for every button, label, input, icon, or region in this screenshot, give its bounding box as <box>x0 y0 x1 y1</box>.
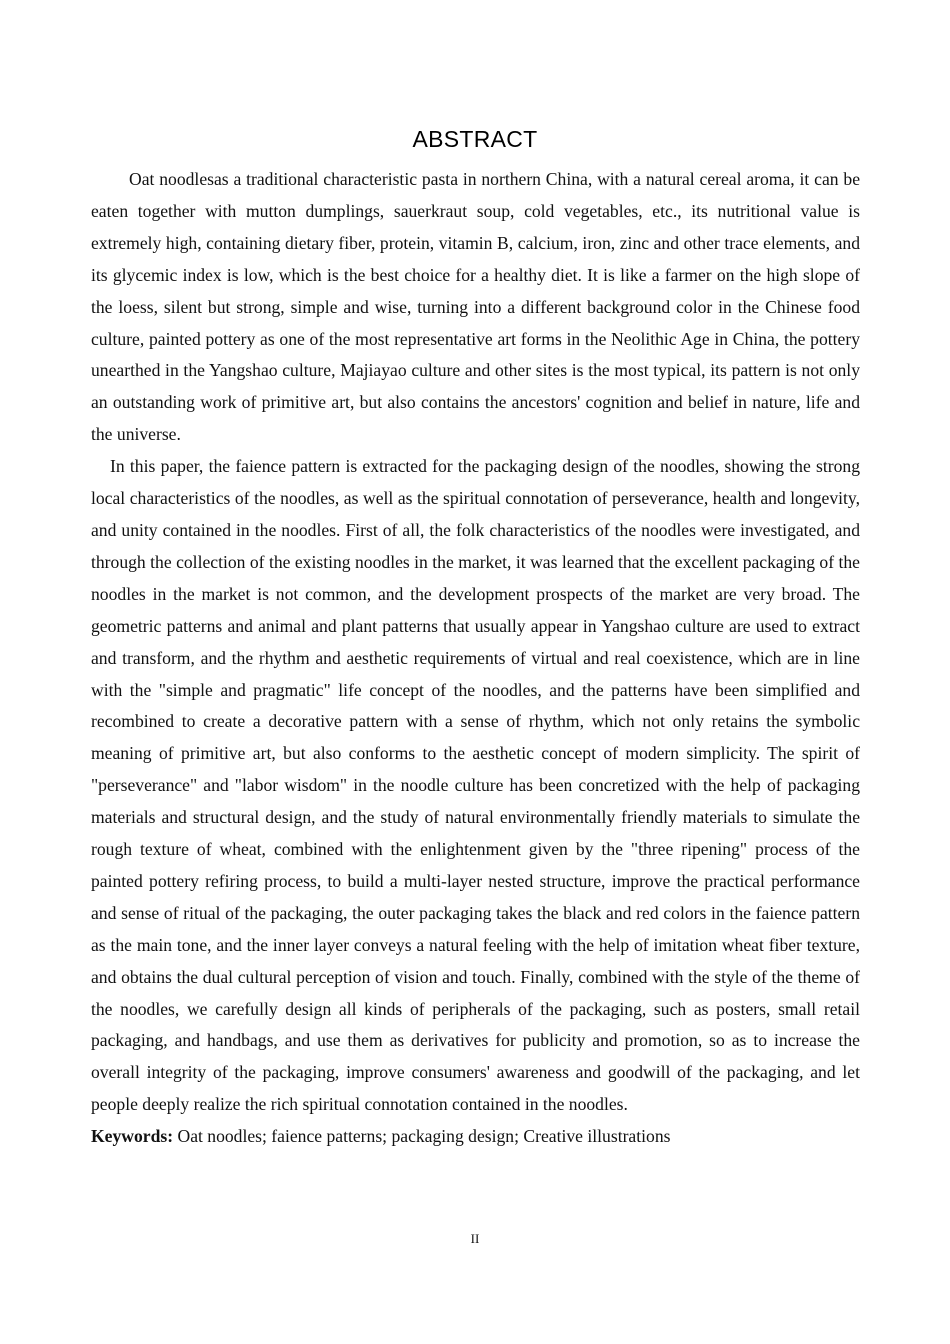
abstract-paragraph-2: In this paper, the faience pattern is extracted for the packaging design of the noodles, showing the strong local characteristics of the noodles, as well as the spiritual connotation of perseverance, health and longevity, and unity contained in the noodles. First of all, the folk characteristics of the noodles were investigated, and through the collection of the existing noodles in the market, it was learned that the excellent packaging of the noodles in the market is not common, and the development prospects of the market are very broad. The geometric patterns and animal and plant patterns that usually appear in Yangshao culture are used to extract and transform, and the rhythm and aesthetic requirements of virtual and real coexistence, which are in line with the "simple and pragmatic" life concept of the noodles, and the patterns have been simplified and recombined to create a decorative pattern with a sense of rhythm, which not only retains the symbolic meaning of primitive art, but also conforms to the aesthetic concept of modern simplicity. The spirit of "perseverance" and "labor wisdom" in the noodle culture has been concretized with the help of packaging materials and structural design, and the study of natural environmentally friendly materials to simulate the rough texture of wheat, combined with the enlightenment given by the "three ripening" process of the painted pottery refiring process, to build a multi-layer nested structure, improve the practical performance and sense of ritual of the packaging, the outer packaging takes the black and red colors in the faience pattern as the main tone, and the inner layer conveys a natural feeling with the help of imitation wheat fiber texture, and obtains the dual cultural perception of vision and touch. Finally, combined with the style of the theme of the noodles, we carefully design all kinds of peripherals of the packaging, such as posters, small retail packaging, and handbags, and use them as derivatives for publicity and promotion, so as to increase the overall integrity of the packaging, improve consumers' awareness and goodwill of the packaging, and let people deeply realize the rich spiritual connotation contained in the noodles. <box>91 456 860 1115</box>
abstract-title: ABSTRACT <box>412 126 538 152</box>
abstract-paragraph-1: Oat noodlesas a traditional characteristic pasta in northern China, with a natural cereal aroma, it can be eaten together with mutton dumplings, sauerkraut soup, cold vegetables, etc., its nutritional value is extremely high, containing dietary fiber, protein, vitamin B, calcium, iron, zinc and other trace elements, and its glycemic index is low, which is the best choice for a healthy diet. It is like a farmer on the high slope of the loess, silent but strong, simple and wise, turning into a different background color in the Chinese food culture, painted pottery as one of the most representative art forms in the Neolithic Age in China, the pottery unearthed in the Yangshao culture, Majiayao culture and other sites is the most typical, its pattern is not only an outstanding work of primitive art, but also contains the ancestors' cognition and belief in nature, life and the universe. <box>91 169 860 445</box>
keywords-line <box>91 1121 860 1153</box>
keywords-text: Oat noodles; faience patterns; packaging design; Creative illustrations <box>173 1126 671 1147</box>
abstract-body <box>91 164 860 1153</box>
keywords-label: Keywords: <box>91 1126 174 1147</box>
page-number: II <box>470 1231 480 1246</box>
